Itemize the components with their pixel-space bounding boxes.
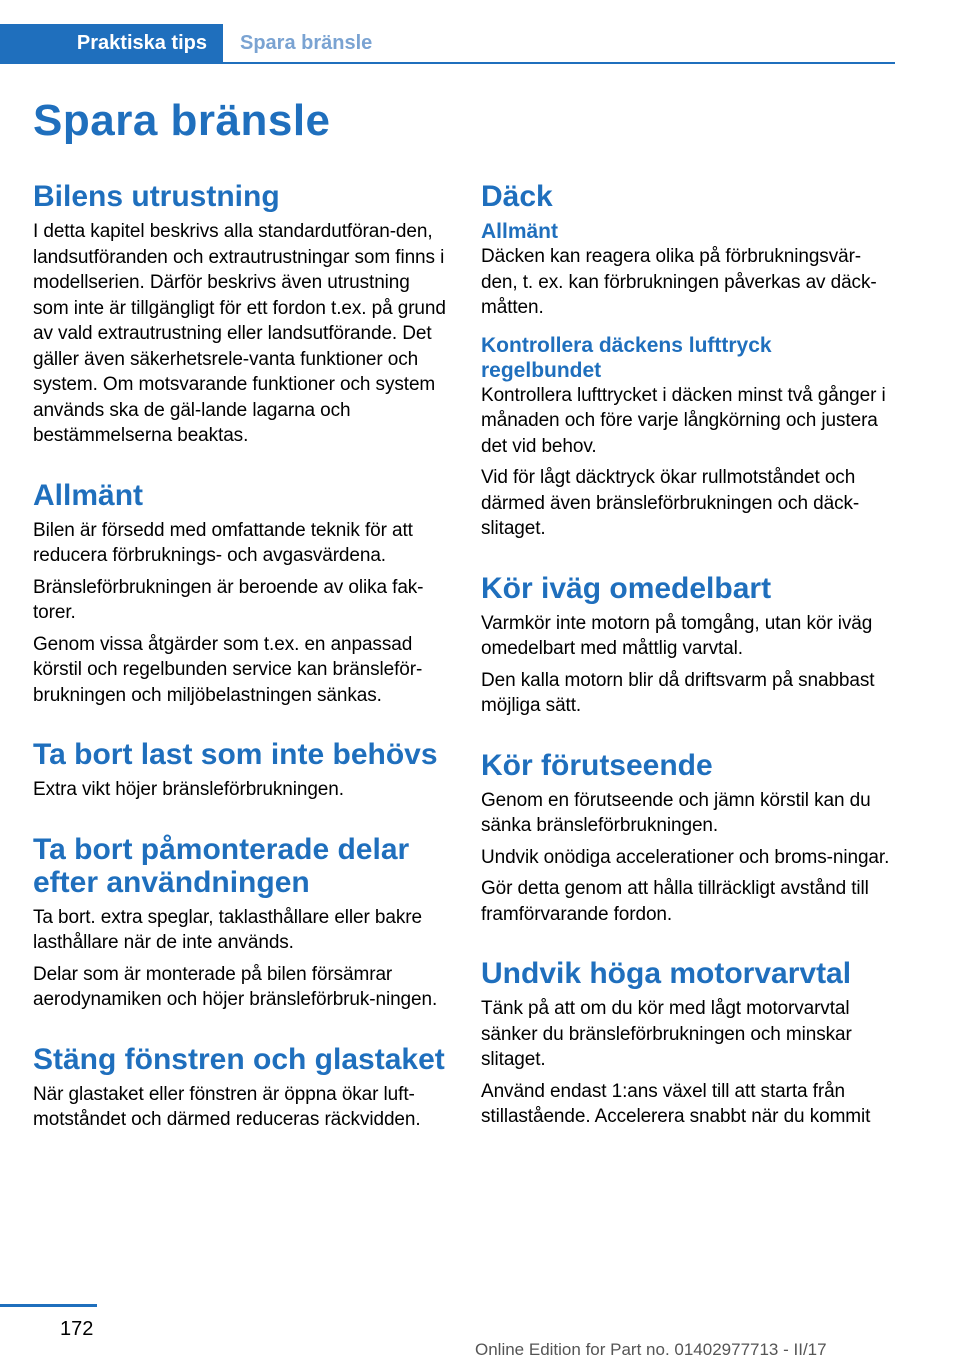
section-title: Undvik höga motorvarvtal bbox=[481, 957, 852, 990]
paragraph: Gör detta genom att hålla tillräckligt avstånd till framförvarande fordon. bbox=[481, 878, 869, 925]
tab-spara-bransle[interactable]: Spara bränsle bbox=[240, 32, 373, 54]
page-title: Spara bränsle bbox=[33, 96, 331, 145]
section-title: Kör iväg omedelbart bbox=[481, 571, 772, 605]
paragraph: Undvik onödiga accelerationer och broms-ningar. bbox=[481, 846, 890, 868]
paragraph: När glastaket eller fönstren är öppna ökar luft-motståndet och därmed reduceras räckvidden. bbox=[33, 1083, 421, 1130]
paragraph: Delar som är monterade på bilen försämrar aerodynamiken och höjer bränsleförbruk-ningen. bbox=[33, 963, 438, 1010]
paragraph: Extra vikt höjer bränsleförbrukningen. bbox=[33, 779, 344, 800]
section-title: Allmänt bbox=[33, 478, 144, 512]
paragraph: Varmkör inte motorn på tomgång, utan kör iväg omedelbart med måttlig varvtal. bbox=[481, 612, 873, 659]
section-title: Ta bort påmonterade delar efter användningen bbox=[33, 832, 410, 899]
paragraph: Använd endast 1:ans växel till att starta från stillastående. Accelerera snabbt när du kommit bbox=[481, 1080, 871, 1127]
section-title: Kör förutseende bbox=[481, 748, 713, 782]
section-title: Ta bort last som inte behövs bbox=[33, 738, 438, 771]
footer-divider bbox=[0, 1304, 97, 1307]
paragraph: Genom en förutseende och jämn körstil kan du sänka bränsleförbrukningen. bbox=[481, 789, 871, 836]
left-column bbox=[33, 180, 448, 1133]
paragraph: Den kalla motorn blir då driftsvarm på snabbast möjliga sätt. bbox=[481, 669, 875, 716]
page-number: 172 bbox=[60, 1318, 94, 1340]
section-title: Däck bbox=[481, 180, 553, 213]
subsection-title: Allmänt bbox=[481, 220, 559, 243]
edition-text: Online Edition for Part no. 01402977713 - II/17 bbox=[475, 1340, 827, 1359]
paragraph: Bilen är försedd med omfattande teknik för att reducera förbruknings- och avgasvärdena. bbox=[33, 519, 413, 566]
tab-praktiska-tips[interactable]: Praktiska tips bbox=[0, 24, 223, 62]
header-tabbar bbox=[0, 24, 895, 64]
section-title: Bilens utrustning bbox=[33, 180, 280, 213]
paragraph: Kontrollera lufttrycket i däcken minst två gånger i månaden och före varje långkörning och justera det vid behov. bbox=[481, 384, 886, 457]
paragraph: Vid för lågt däcktryck ökar rullmotståndet och därmed även bränsleförbrukningen och däck-slitaget. bbox=[481, 467, 860, 539]
paragraph: Bränsleförbrukningen är beroende av olika fak-torer. bbox=[33, 576, 424, 623]
section-title: Stäng fönstren och glastaket bbox=[33, 1042, 445, 1076]
paragraph: Däcken kan reagera olika på förbrukningsvär-den, t. ex. kan förbrukningen påverkas av däck-måtten. bbox=[481, 246, 877, 318]
right-column bbox=[481, 180, 896, 1130]
paragraph: Genom vissa åtgärder som t.ex. en anpassad körstil och regelbunden service kan bränsleför-brukningen och miljöbelastningen sänkas. bbox=[33, 633, 423, 706]
paragraph: Ta bort. extra speglar, taklasthållare eller bakre lasthållare när de inte används. bbox=[33, 906, 422, 953]
paragraph: I detta kapitel beskrivs alla standardutföran-den, landsutföranden och extrautrustningar som finns i modellserien. Därför beskrivs även utrustning som inte är tillgängligt för ett fordon t.ex. på grund av vald extrautrustning eller landsutförande. Det gäller även säkerhetsrele-vanta funktioner och system. Om motsvarande funktioner och system används ska de gäl-lande lagarna och bestämmelserna beaktas. bbox=[33, 221, 446, 446]
paragraph: Tänk på att om du kör med lågt motorvarvtal sänker du bränsleförbrukningen och minskar slitaget. bbox=[481, 998, 852, 1070]
subsection-title: Kontrollera däckens lufttryck regelbundet bbox=[481, 333, 772, 382]
